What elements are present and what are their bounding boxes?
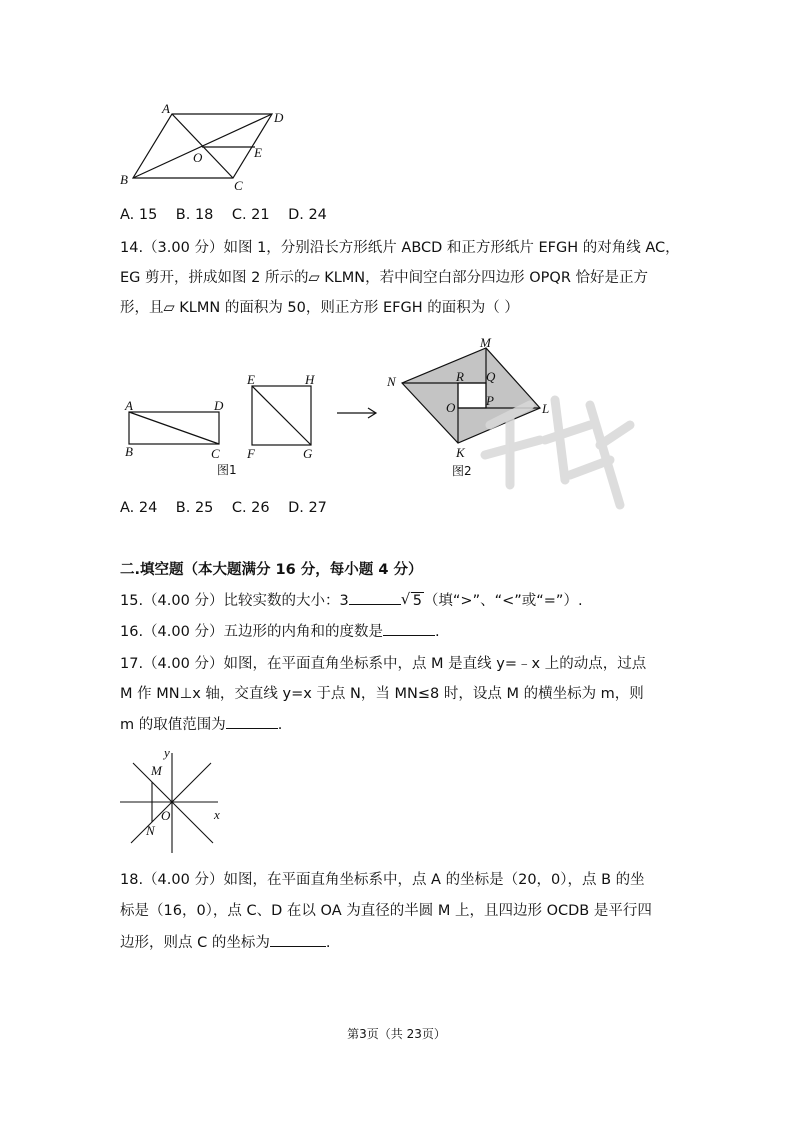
- fig-label-M: M: [151, 763, 162, 778]
- q18-line3: [120, 932, 330, 953]
- fig1-label-H: H: [305, 372, 315, 387]
- fig2-label-K: K: [456, 445, 465, 460]
- label-A: A: [162, 101, 170, 116]
- label-B: B: [120, 172, 128, 187]
- page-footer: 第3页（共 23页）: [347, 1027, 446, 1041]
- arrow-icon: [335, 405, 380, 421]
- fig2-label-L: L: [542, 401, 550, 416]
- q15-suffix: （填“>”、“<”或“=”）.: [423, 593, 583, 609]
- fig1-label-A: A: [125, 398, 133, 413]
- fig2-label-P: P: [486, 393, 494, 408]
- q18-line2: 标是（16，0），点 C、D 在以 OA 为直径的半圆 M 上，且四边形 OCDB 是平行四: [120, 903, 652, 919]
- q14-options: [120, 498, 327, 518]
- option-d: D. 24: [288, 207, 327, 223]
- figure-1: [115, 370, 330, 480]
- q16-suffix: .: [434, 624, 440, 640]
- option-c: C. 21: [231, 207, 270, 223]
- sqrt-expression: √ 5: [400, 590, 422, 609]
- q15: [120, 590, 583, 611]
- q17-line1: 17.（4.00 分）如图，在平面直角坐标系中，点 M 是直线 y=﹣x 上的动点，过点: [120, 656, 647, 672]
- fig1-label-D: D: [214, 398, 224, 413]
- label-E: E: [254, 145, 262, 160]
- parallelogram-figure: [115, 100, 300, 195]
- option-d: D. 27: [288, 500, 327, 516]
- fig2-label-R: R: [456, 369, 464, 384]
- fig-label-O: O: [161, 808, 171, 823]
- fig2-label-O: O: [446, 400, 456, 415]
- fig-label-y: y: [164, 745, 170, 760]
- label-O: O: [193, 150, 203, 165]
- q15-prefix: 15.（4.00 分）比较实数的大小：3: [120, 593, 349, 609]
- section-title: 二.填空题（本大题满分 16 分，每小题 4 分）: [120, 562, 423, 578]
- q17-line3-suffix: .: [277, 717, 283, 733]
- figure-2: [382, 335, 557, 485]
- fig1-label-E: E: [247, 372, 255, 387]
- option-a: A. 24: [120, 500, 158, 516]
- fig1-label-F: F: [247, 446, 255, 461]
- q14-line2: EG 剪开，拼成如图 2 所示的▱ KLMN，若中间空白部分四边形 OPQR 恰好是正方: [120, 270, 649, 286]
- option-b: B. 18: [175, 207, 214, 223]
- label-D: D: [274, 110, 284, 125]
- q16: [120, 621, 440, 642]
- fig1-label-B: B: [125, 444, 133, 459]
- q13-options: [120, 205, 327, 225]
- q17-line3-prefix: m 的取值范围为: [120, 717, 226, 733]
- q14-line3: 形，且▱ KLMN 的面积为 50，则正方形 EFGH 的面积为（ ）: [120, 300, 519, 316]
- q18-answer-blank[interactable]: [270, 932, 326, 947]
- q16-answer-blank[interactable]: [383, 621, 435, 636]
- q18-line3-suffix: .: [325, 935, 331, 951]
- coordinate-figure: [115, 745, 230, 855]
- fig1-caption: 图1: [217, 463, 237, 477]
- fig1-label-C: C: [211, 446, 220, 461]
- q18-line3-prefix: 边形，则点 C 的坐标为: [120, 935, 270, 951]
- q17-answer-blank[interactable]: [226, 714, 278, 729]
- q17-line2: M 作 MN⊥x 轴，交直线 y=x 于点 N，当 MN≤8 时，设点 M 的横坐标为 m，则: [120, 686, 644, 702]
- fig-label-N: N: [146, 823, 155, 838]
- q17-line3: [120, 714, 282, 735]
- option-c: C. 26: [231, 500, 270, 516]
- q18-line1: 18.（4.00 分）如图，在平面直角坐标系中，点 A 的坐标是（20，0），点 B 的坐: [120, 872, 645, 888]
- fig2-label-N: N: [387, 374, 396, 389]
- q15-answer-blank[interactable]: [349, 590, 401, 605]
- option-b: B. 25: [175, 500, 214, 516]
- fig-label-x: x: [214, 807, 220, 822]
- fig2-caption: 图2: [452, 464, 472, 478]
- option-a: A. 15: [120, 207, 158, 223]
- fig1-label-G: G: [303, 446, 313, 461]
- label-C: C: [234, 178, 243, 193]
- fig2-label-M: M: [480, 335, 491, 350]
- q14-line1: 14.（3.00 分）如图 1，分别沿长方形纸片 ABCD 和正方形纸片 EFGH 的对角线 AC，: [120, 240, 680, 256]
- q16-prefix: 16.（4.00 分）五边形的内角和的度数是: [120, 624, 383, 640]
- fig2-label-Q: Q: [486, 369, 496, 384]
- q15-radicand: 5: [412, 593, 422, 609]
